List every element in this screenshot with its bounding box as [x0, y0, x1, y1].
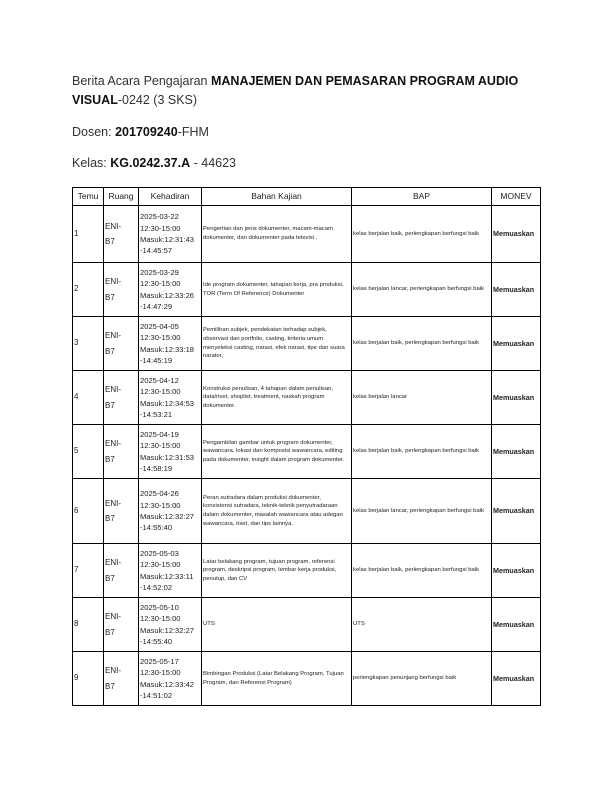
kehadiran-jam: 12:30-15:00 — [140, 333, 181, 343]
bap-table — [72, 187, 541, 706]
kehadiran-jam: 12:30-15:00 — [140, 441, 181, 451]
table-row — [73, 544, 541, 598]
course-name-cont: VISUAL — [72, 93, 118, 107]
cell-bap: kelas berjalan baik, perlengkapan berfungsi baik — [352, 206, 492, 263]
kehadiran-tanggal: 2025-05-17 — [140, 656, 179, 666]
kehadiran-keluar: -14:55:40 — [140, 523, 173, 533]
cell-ruang — [104, 317, 139, 371]
cell-bahan-kajian: Pengambilan gambar untuk program dokumenter, wawancara, lokasi dan komposisi wawancara, editing pada dokumenter, insight dalam program dokumenter. — [202, 425, 352, 479]
ruang-building: ENI- — [105, 221, 121, 231]
kehadiran-tanggal: 2025-04-26 — [140, 489, 179, 499]
kehadiran-jam: 12:30-15:00 — [140, 614, 181, 624]
kelas-line — [72, 156, 236, 170]
kehadiran-masuk: Masuk:12:33:11 — [140, 571, 194, 581]
cell-monev: Memuaskan — [492, 206, 541, 263]
dosen-suffix: -FHM — [177, 125, 209, 139]
cell-bap: kelas berjalan lancar, perlengkapan berfungsi baik — [352, 263, 492, 317]
kehadiran-tanggal: 2025-04-05 — [140, 321, 179, 331]
title-line-1 — [72, 74, 518, 88]
cell-kehadiran — [139, 598, 202, 652]
kelas-suffix: - 44623 — [190, 156, 237, 170]
table-row — [73, 479, 541, 544]
cell-kehadiran — [139, 317, 202, 371]
kehadiran-masuk: Masuk:12:33:26 — [140, 290, 195, 300]
ruang-building: ENI- — [105, 277, 121, 287]
kehadiran-jam: 12:30-15:00 — [140, 668, 181, 678]
col-header-bap: BAP — [352, 188, 492, 206]
cell-temu: 8 — [73, 598, 104, 652]
col-header-kehadiran: Kehadiran — [139, 188, 202, 206]
col-header-temu: Temu — [73, 188, 104, 206]
cell-bap: perlengkapan penunjang berfungsi baik — [352, 652, 492, 706]
kehadiran-keluar: -14:53:21 — [140, 409, 173, 419]
ruang-building: ENI- — [105, 439, 121, 449]
cell-kehadiran — [139, 544, 202, 598]
ruang-building: ENI- — [105, 331, 121, 341]
kehadiran-tanggal: 2025-03-22 — [140, 212, 179, 222]
cell-ruang — [104, 479, 139, 544]
kehadiran-tanggal: 2025-04-19 — [140, 429, 179, 439]
col-header-ruang: Ruang — [104, 188, 139, 206]
cell-ruang — [104, 544, 139, 598]
cell-monev: Memuaskan — [492, 371, 541, 425]
cell-temu: 3 — [73, 317, 104, 371]
cell-temu: 7 — [73, 544, 104, 598]
kehadiran-keluar: -14:45:19 — [140, 355, 173, 365]
ruang-building: ENI- — [105, 385, 121, 395]
ruang-building: ENI- — [105, 666, 121, 676]
cell-temu: 1 — [73, 206, 104, 263]
cell-bahan-kajian: Bimbingan Produksi (Latar Belakang Program, Tujuan Program, dan Referensi Program) — [202, 652, 352, 706]
cell-bahan-kajian: Latar belakang program, tujuan program, referensi program, deskripsi program, lembar kerja produksi, penutup, dan CV — [202, 544, 352, 598]
cell-ruang — [104, 371, 139, 425]
cell-monev: Memuaskan — [492, 598, 541, 652]
table-row — [73, 371, 541, 425]
table-row — [73, 263, 541, 317]
kehadiran-tanggal: 2025-03-29 — [140, 267, 179, 277]
kehadiran-jam: 12:30-15:00 — [140, 223, 181, 233]
kehadiran-keluar: -14:55:40 — [140, 636, 173, 646]
cell-kehadiran — [139, 206, 202, 263]
cell-temu: 6 — [73, 479, 104, 544]
ruang-room: B7 — [105, 400, 115, 410]
cell-monev: Memuaskan — [492, 544, 541, 598]
cell-kehadiran — [139, 371, 202, 425]
cell-bap: kelas berjalan baik, perlengkapan berfungsi baik — [352, 544, 492, 598]
ruang-room: B7 — [105, 454, 115, 464]
cell-bap: kelas berjalan lancar — [352, 371, 492, 425]
kehadiran-jam: 12:30-15:00 — [140, 500, 181, 510]
kelas-code: KG.0242.37.A — [110, 156, 191, 170]
course-code: -0242 (3 SKS) — [117, 93, 198, 107]
ruang-room: B7 — [105, 237, 115, 246]
cell-monev: Memuaskan — [492, 479, 541, 544]
kehadiran-masuk: Masuk:12:31:53 — [140, 452, 195, 462]
cell-bap: kelas berjalan lancar, perlengkapan berfungsi baik — [352, 479, 492, 544]
cell-bahan-kajian: UTS — [202, 598, 352, 652]
cell-monev: Memuaskan — [492, 652, 541, 706]
kehadiran-masuk: Masuk:12:32:27 — [140, 512, 195, 521]
cell-temu: 9 — [73, 652, 104, 706]
table-row — [73, 425, 541, 479]
cell-temu: 4 — [73, 371, 104, 425]
cell-kehadiran — [139, 479, 202, 544]
kehadiran-keluar: -14:52:02 — [140, 582, 173, 592]
kehadiran-jam: 12:30-15:00 — [140, 560, 181, 570]
col-header-bahan-kajian: Bahan Kajian — [202, 188, 352, 206]
ruang-building: ENI- — [105, 612, 121, 622]
cell-ruang — [104, 652, 139, 706]
title-line-2 — [72, 93, 197, 107]
cell-bap: kelas berjalan baik, perlengkapan berfungsi baik — [352, 425, 492, 479]
cell-bahan-kajian: Peran sutradara dalam produksi dokumenter, konsistensi sutradara, teknik-teknik penyutradaraan dalam dokumenter, masalah wawancara atau adegan wawancara, riset, dan tips lainnya. — [202, 479, 352, 544]
ruang-building: ENI- — [105, 498, 121, 508]
dosen-id: 201709240 — [115, 125, 178, 139]
cell-kehadiran — [139, 425, 202, 479]
cell-temu: 2 — [73, 263, 104, 317]
table-header-row — [73, 188, 541, 206]
cell-kehadiran — [139, 263, 202, 317]
cell-ruang — [104, 425, 139, 479]
ruang-room: B7 — [105, 292, 115, 302]
kehadiran-tanggal: 2025-05-03 — [140, 548, 179, 558]
table-row — [73, 598, 541, 652]
cell-bahan-kajian: Pengertian dan jenis dokumenter, macam-macam dokumenter, dan dokumenter pada televisi . — [202, 206, 352, 263]
cell-bap: UTS — [352, 598, 492, 652]
cell-ruang — [104, 206, 139, 263]
table-row — [73, 317, 541, 371]
ruang-room: B7 — [105, 514, 115, 523]
table-row — [73, 652, 541, 706]
kehadiran-masuk: Masuk:12:31:43 — [140, 235, 195, 244]
kehadiran-masuk: Masuk:12:33:42 — [140, 679, 195, 689]
title-prefix: Berita Acara Pengajaran — [72, 74, 211, 88]
table-row — [73, 206, 541, 263]
kehadiran-jam: 12:30-15:00 — [140, 387, 181, 397]
kehadiran-masuk: Masuk:12:33:18 — [140, 344, 195, 354]
kelas-label: Kelas: — [72, 156, 111, 170]
kehadiran-keluar: -14:51:02 — [140, 690, 173, 700]
kehadiran-keluar: -14:45:57 — [140, 246, 173, 256]
dosen-line — [72, 125, 209, 139]
kehadiran-jam: 12:30-15:00 — [140, 279, 181, 289]
col-header-monev: MONEV — [492, 188, 541, 206]
cell-monev: Memuaskan — [492, 263, 541, 317]
kehadiran-masuk: Masuk:12:32:27 — [140, 625, 195, 635]
table-body — [73, 206, 541, 706]
kehadiran-keluar: -14:47:29 — [140, 301, 173, 311]
dosen-label: Dosen: — [72, 125, 116, 139]
cell-monev: Memuaskan — [492, 425, 541, 479]
ruang-building: ENI- — [105, 558, 121, 568]
cell-temu: 5 — [73, 425, 104, 479]
kehadiran-tanggal: 2025-05-10 — [140, 602, 179, 612]
kehadiran-masuk: Masuk:12:34:53 — [140, 398, 195, 408]
cell-kehadiran — [139, 652, 202, 706]
cell-ruang — [104, 263, 139, 317]
ruang-room: B7 — [105, 627, 115, 637]
ruang-room: B7 — [105, 681, 115, 691]
cell-monev: Memuaskan — [492, 317, 541, 371]
course-name: MANAJEMEN DAN PEMASARAN PROGRAM AUDIO — [210, 74, 519, 88]
cell-bahan-kajian: Ide program dokumenter, tahapan kerja, pra produksi, TOR (Term Of Reference) Dokumenter — [202, 263, 352, 317]
kehadiran-tanggal: 2025-04-12 — [140, 375, 179, 385]
cell-bap: kelas berjalan baik, perlengkapan berfungsi baik — [352, 317, 492, 371]
ruang-room: B7 — [105, 346, 115, 356]
cell-bahan-kajian: Konstruksi penulisan, 4 tahapan dalam penulisan, data/riset, shoplist, treatment, naskah program dokumenter. — [202, 371, 352, 425]
cell-ruang — [104, 598, 139, 652]
ruang-room: B7 — [105, 573, 115, 583]
cell-bahan-kajian: Pemilihan subjek, pendekatan terhadap subjek, observasi dan portfolio, casting, kriteria umum menyeleksi casting, narasi, efek narasi, tipe dan suara narator, — [202, 317, 352, 371]
kehadiran-keluar: -14:58:19 — [140, 463, 173, 473]
